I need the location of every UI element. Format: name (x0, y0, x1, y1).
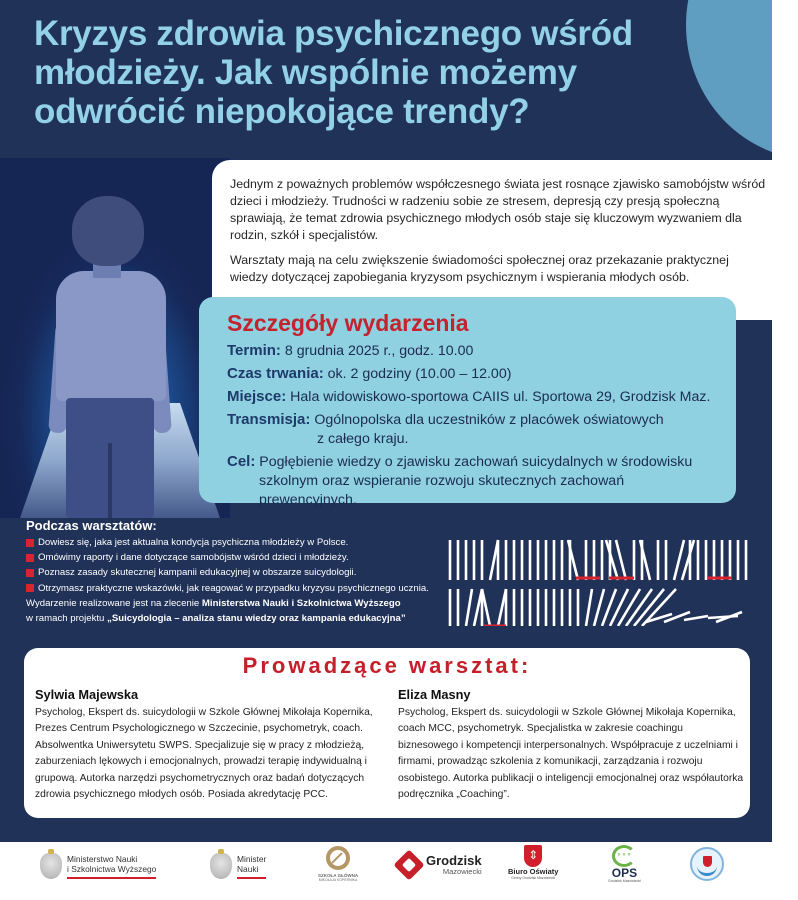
detail-row-czas (227, 364, 720, 384)
logo-line: Ministerstwo Nauki (67, 853, 138, 864)
list-item (26, 550, 446, 565)
note-text: w ramach projektu (26, 613, 108, 625)
decorative-circle (686, 0, 772, 158)
detail-label: Transmisja: (227, 411, 311, 428)
logo-line: MIKOŁAJA KOPERNIKA (318, 878, 358, 882)
project-note (26, 611, 446, 626)
speaker-bio: Psycholog, Ekspert ds. suicydologii w Szkole Głównej Mikołaja Kopernika, Prezes Centrum Psychologicznego w Szczecinie, psychometryk, coach. Absolwentka Uniwersytetu SWPS. Specjalizuje się w pracy z młodzieżą, zaburzeniach lękowych i emocjonalnych, prowadzi terapię indywidualną i grupową. Autorka narzędzi psychometrycznych oraz badań dotyczących zdrowia psychicznego młodych osób. Posiada akredytację PCC. (35, 707, 373, 801)
logo-mnisw (40, 853, 156, 879)
speakers-heading: Prowadzące warsztat: (242, 653, 532, 678)
speaker-name: Eliza Masny (398, 687, 471, 702)
red-square-bullet-icon (26, 554, 34, 562)
logo-text (67, 854, 156, 879)
polish-eagle-icon (40, 853, 62, 879)
grodzisk-mark-icon (393, 849, 424, 880)
speaker-bio: Psycholog, Ekspert ds. suicydologii w Szkole Głównej Mikołaja Kopernika, coach MCC, psychometryk. Specjalistka w zakresie coachingu biznesowego i kompetencji interpersonalnych. Współpracuje z uczelniami i firmami, prowadząc szkolenia z komunikacji, zarządzania i rozwoju osobistego. Autorka publikacji o inteligencji emocjonalnej oraz współautorka podręcznika „Coaching”. (398, 707, 744, 801)
logo-line: Nauki (237, 863, 259, 874)
red-square-bullet-icon (26, 539, 34, 547)
logo-grodzisk (398, 854, 482, 876)
logo-line: OPS (611, 866, 638, 880)
project-note (26, 596, 446, 611)
red-square-bullet-icon (26, 569, 34, 577)
speakers-card (24, 648, 750, 818)
speaker-profile (398, 686, 744, 803)
detail-label: Termin: (227, 342, 281, 359)
list-item-text: Otrzymasz praktyczne wskazówki, jak reagować w przypadku kryzysu psychicznego ucznia. (38, 582, 429, 594)
ministry-name: Ministerstwa Nauki i Szkolnictwa Wyższego (201, 597, 401, 609)
detail-row-miejsce (227, 387, 720, 407)
tally-mark (594, 589, 604, 626)
list-item-text: Dowiesz się, jaka jest aktualna kondycja psychiczna młodzieży w Polsce. (38, 537, 349, 548)
list-item (26, 581, 446, 596)
logo-biuro-oswiaty (508, 845, 558, 880)
tally-mark (466, 589, 472, 626)
details-heading: Szczegóły wydarzenia (227, 310, 469, 336)
intro-section (212, 160, 798, 320)
boy-head (72, 196, 144, 266)
polish-eagle-icon (210, 853, 232, 879)
hands-shield-icon (690, 847, 724, 881)
detail-value: Pogłębienie wiedzy o zjawisku zachowań suicydalnych w środowisku (259, 454, 693, 470)
speaker-name: Sylwia Majewska (35, 687, 139, 702)
detail-row-transmisja (227, 410, 720, 449)
intro-paragraph: Jednym z poważnych problemów współczesnego świata jest rosnące zjawisko samobójstw wśród dzieci i młodzieży. Trudności w radzeniu sobie ze stresem, depresją czy presją społeczną sprawiają, że temat zdrowia psychicznego młodych osób staje się kluczowym wyzwaniem dla rodzin, szkół i specjalistów. (230, 177, 766, 242)
logo-minister-nauki (210, 853, 266, 879)
speaker-profile (35, 686, 395, 803)
logo-line: Gminy Grodzisk Mazowiecki (511, 876, 556, 880)
partner-logos (0, 842, 772, 900)
detail-label: Cel: (227, 453, 256, 470)
detail-row-termin (227, 341, 720, 361)
detail-label: Czas trwania: (227, 365, 324, 382)
logo-sgmk (318, 846, 358, 882)
detail-value: Hala widowiskowo-sportowa CAIIS ul. Sportowa 29, Grodzisk Maz. (290, 389, 711, 405)
logo-fundacja (690, 847, 724, 881)
detail-value: ok. 2 godziny (10.00 – 12.00) (327, 366, 512, 382)
tally-marks-graphic (446, 534, 766, 626)
logo-line: SZKOŁA GŁÓWNA (318, 873, 359, 878)
logo-text (608, 867, 641, 883)
project-name: „Suicydologia – analiza stanu wiedzy oraz kampania edukacyjna” (107, 613, 406, 625)
detail-value-continuation: szkolnym oraz wspieranie rozwoju skutecznych zachowań prewencyjnych. (259, 473, 625, 508)
tally-fallen-mark (684, 616, 708, 620)
detail-label: Miejsce: (227, 388, 287, 405)
detail-value: Ogólnopolska dla uczestników z placówek oświatowych (314, 412, 664, 428)
page-title: Kryzys zdrowia psychicznego wśród młodzieży. Jak wspólnie możemy odwrócić niepokojące trendy? (34, 14, 633, 131)
logo-line: Grodzisk (426, 853, 482, 868)
boy-shirt (56, 271, 166, 401)
right-margin (772, 0, 798, 900)
boy-photo (0, 158, 230, 518)
logo-line: i Szkolnictwa Wyższego (67, 863, 157, 874)
logo-line: Mazowiecki (442, 867, 482, 876)
note-text: Wydarzenie realizowane jest na zlecenie (26, 597, 202, 609)
detail-value: 8 grudnia 2025 r., godz. 10.00 (284, 343, 474, 359)
logo-text (508, 867, 558, 880)
compass-ring-icon (326, 846, 350, 870)
workshops-heading: Podczas warsztatów: (26, 518, 157, 533)
detail-value-continuation: z całego kraju. (317, 431, 409, 447)
workshops-section (26, 518, 446, 626)
list-item (26, 565, 446, 580)
list-item-text: Poznasz zasady skutecznej kampanii edukacyjnej w obszarze suicydologii. (38, 567, 357, 579)
boy-legs-gap (108, 443, 112, 518)
logo-line: Biuro Oświaty (508, 867, 559, 876)
event-details-card (199, 297, 736, 508)
detail-row-cel (227, 452, 720, 510)
logo-text (318, 873, 358, 882)
tally-mark (586, 589, 592, 626)
logo-line: Minister (237, 853, 267, 864)
logo-ops (608, 845, 641, 883)
red-square-bullet-icon (26, 584, 34, 592)
ops-ring-icon (612, 845, 636, 867)
logo-line: Grodzisk Mazowiecki (608, 879, 641, 883)
coat-of-arms-icon: ⇕ (524, 845, 542, 867)
intro-paragraph: Warsztaty mają na celu zwiększenie świadomości społecznej oraz przekazanie praktycznej wiedzy dotyczącej zapobiegania kryzysom psychicznym i wspierania młodych osób. (230, 253, 729, 284)
logo-text (426, 854, 482, 876)
list-item (26, 535, 446, 550)
workshops-list (26, 535, 446, 596)
list-item-text: Omówimy raporty i dane dotyczące samobójstw wśród dzieci i młodzieży. (38, 552, 349, 564)
logo-text (237, 854, 266, 879)
